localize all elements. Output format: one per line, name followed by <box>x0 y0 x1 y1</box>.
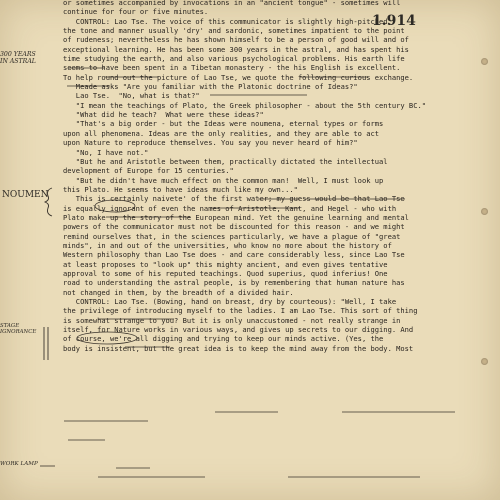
document-line: the tone and manner usually 'dry' and sardonic, sometimes impatient to the point <box>63 26 405 36</box>
document-line: approval to some of his reputed teachings. Quod superius, quod inferius! One <box>63 268 388 278</box>
document-line: time studying the earth, and also various psychological problems. His earth life <box>63 54 405 64</box>
document-line: "What did he teach? What were these ideas?" <box>63 110 264 120</box>
document-line: this Plato. He seems to have ideas much like my own..." <box>63 184 298 194</box>
document-line: development of Europe for 15 centuries." <box>63 166 234 176</box>
margin-note-line: IGNORANCE <box>0 329 37 336</box>
document-line: not changed in them, by the breadth of a divided hair. <box>63 287 294 297</box>
margin-note-astral <box>0 51 36 65</box>
margin-note-line: 300 YEARS <box>0 51 36 58</box>
punch-hole <box>481 358 488 365</box>
document-line: remind ourselves that, in the sciences particularly, we have a plague of "great <box>63 231 401 241</box>
document-line: To help round out the picture of Lao Tse, we quote the following curious exchange. <box>63 72 414 82</box>
document-line: "That's a big order - but the Ideas were noumena, eternal types or forms <box>63 119 384 129</box>
document-line: powers of the communicator must not be discounted for this reason - and we might <box>63 222 405 232</box>
document-line: of rudeness; nevertheless he has shown himself to be a person of good will and of <box>63 35 409 45</box>
document-line: minds", in and out of the universities, who know no more about the history of <box>63 240 392 250</box>
document-line: Lao Tse. "No, what is that?" <box>63 91 200 101</box>
document-line: Plato make up the story of the European mind. Yet the genuine learning and mental <box>63 212 409 222</box>
document-line: road to understanding the astral people, is by remembering that human nature has <box>63 278 405 288</box>
document-line: "No, I have not." <box>63 147 149 157</box>
document-line: This is certainly naivete' of the first water; my guess would be that Lao Tse <box>63 194 405 204</box>
document-line: body is insistent, but the great idea is to keep the mind away from the body. Most <box>63 343 414 353</box>
document-line: CONTROL: Lao Tse. (Bowing, hand on breast, dry by courteous): "Well, I take <box>63 297 397 306</box>
margin-note-noumen: NOUMEN <box>2 190 49 200</box>
document-line: "But he and Aristotle between them, practically dictated the intellectual <box>63 156 388 166</box>
document-line: exceptional learning. He has been some 300 years in the astral, and has spent his <box>63 44 409 54</box>
document-line: upon Nature to reproduce themselves. You say you never heard of him?" <box>63 138 358 148</box>
document-line: of course, we're all digging and trying to keep our minds active. (Yes, the <box>63 334 384 344</box>
document-line: at least proposes to "look up" this mighty ancient, and even gives tentative <box>63 259 388 269</box>
margin-note-line: STAGE <box>0 323 20 329</box>
margin-note-ignorance <box>0 323 36 336</box>
document-line: "But he didn't have much effect on the common man! Well, I must look up <box>63 175 384 185</box>
typed-text-body <box>63 0 488 353</box>
document-line: Meade asks "Are you familiar with the Platonic doctrine of Ideas?" <box>63 82 358 92</box>
document-line: is somewhat strange to you? But it is only unaccustomed - not really strange in <box>63 315 401 325</box>
document-line: or sometimes accompanied by invocations in an "ancient tongue" - sometimes will <box>63 0 401 7</box>
document-line: Western philosophy than Lao Tse does - and care considerably less, since Lao Tse <box>63 250 405 260</box>
document-line: CONTROL: Lao Tse. The voice of this communicator is slightly high-pitched, <box>63 16 392 26</box>
margin-note-line: IN ASTRAL <box>0 58 36 65</box>
document-line: itself, for Nature works in various ways, and gives up secrets to our digging. And <box>63 325 414 335</box>
document-line: the privilege of introducing myself to the ladies. I am Lao Tse. This sort of thing <box>63 306 418 316</box>
document-number: 1.914 <box>372 13 416 29</box>
margin-note-lamp: WORK LAMP <box>0 461 38 467</box>
document-line: seems to have been spent in a Tibetan monastery - the his English is excellent. <box>63 63 401 73</box>
document-line: is equally ignorant of even the names of Aristotle, Kant, and Hegel - who with <box>63 203 397 213</box>
document-line: upon all phenomena. Ideas are the only realities, and they are able to act <box>63 128 380 138</box>
document-line: "I mean the teachings of Plato, the Greek philosopher - about the 5th century BC." <box>63 100 427 110</box>
document-line: continue for four or five minutes. <box>63 7 209 17</box>
